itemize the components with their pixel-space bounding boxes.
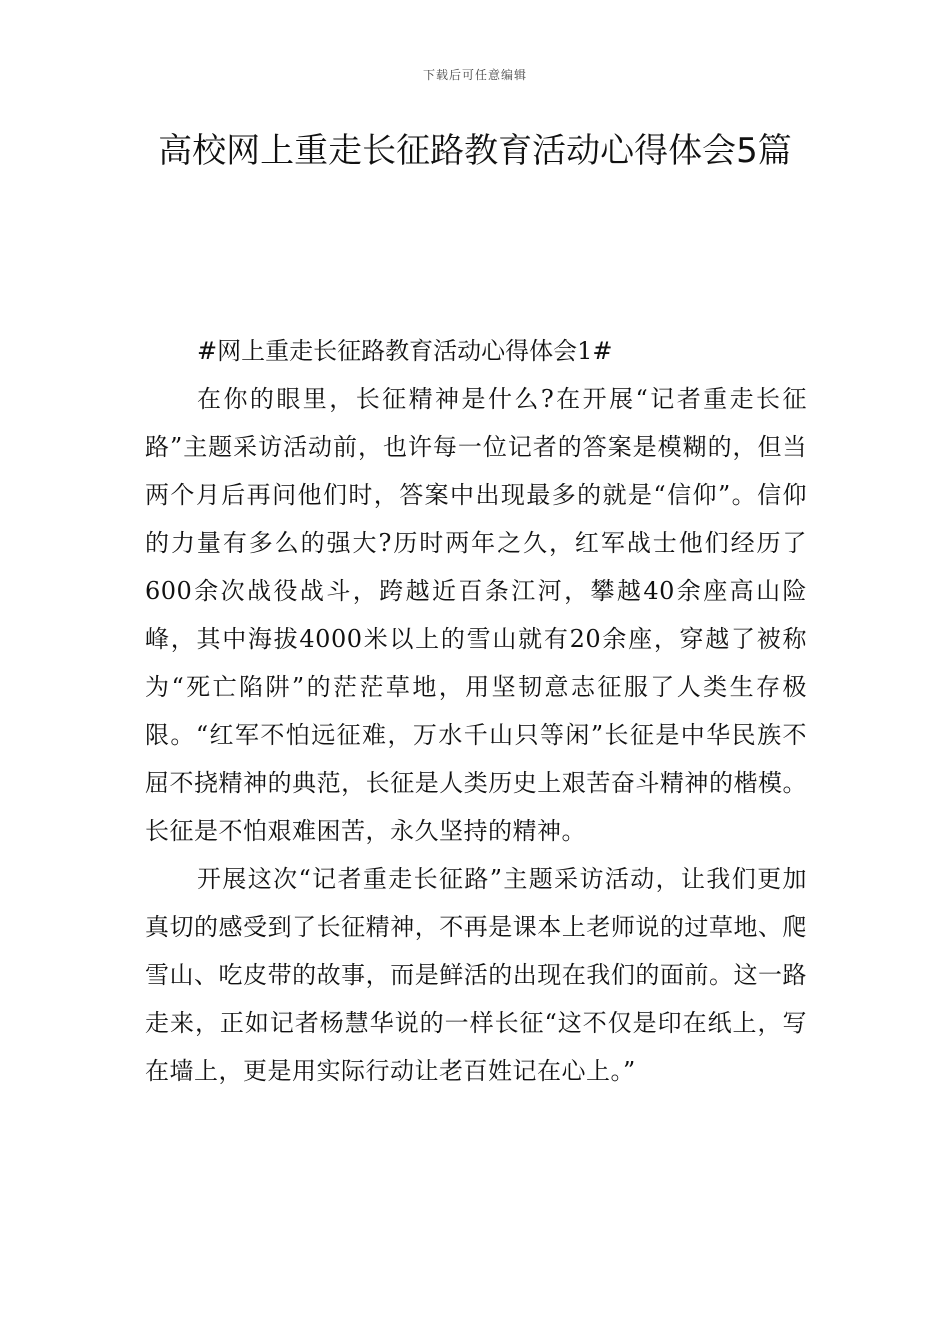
document-body <box>145 327 807 1095</box>
paragraph-2: 开展这次“记者重走长征路”主题采访活动，让我们更加真切的感受到了长征精神，不再是课本上老师说的过草地、爬雪山、吃皮带的故事，而是鲜活的出现在我们的面前。这一路走来，正如记者杨慧华说的一样长征“这不仅是印在纸上，写在墙上，更是用实际行动让老百姓记在心上。” <box>145 865 807 1085</box>
document-title: 高校网上重走长征路教育活动心得体会5篇 <box>158 131 792 171</box>
section-heading: #网上重走长征路教育活动心得体会1# <box>197 337 613 365</box>
header-note: 下载后可任意编辑 <box>422 68 527 82</box>
paragraph-1: 在你的眼里，长征精神是什么?在开展“记者重走长征路”主题采访活动前，也许每一位记者的答案是模糊的，但当两个月后再问他们时，答案中出现最多的就是“信仰”。信仰的力量有多么的强大?历时两年之久，红军战士他们经历了600余次战役战斗，跨越近百条江河，攀越40余座高山险峰，其中海拔4000米以上的雪山就有20余座，穿越了被称为“死亡陷阱”的茫茫草地，用坚韧意志征服了人类生存极限。“红军不怕远征难，万水千山只等闲”长征是中华民族不屈不挠精神的典范，长征是人类历史上艰苦奋斗精神的楷模。长征是不怕艰难困苦，永久坚持的精神。 <box>145 385 807 845</box>
